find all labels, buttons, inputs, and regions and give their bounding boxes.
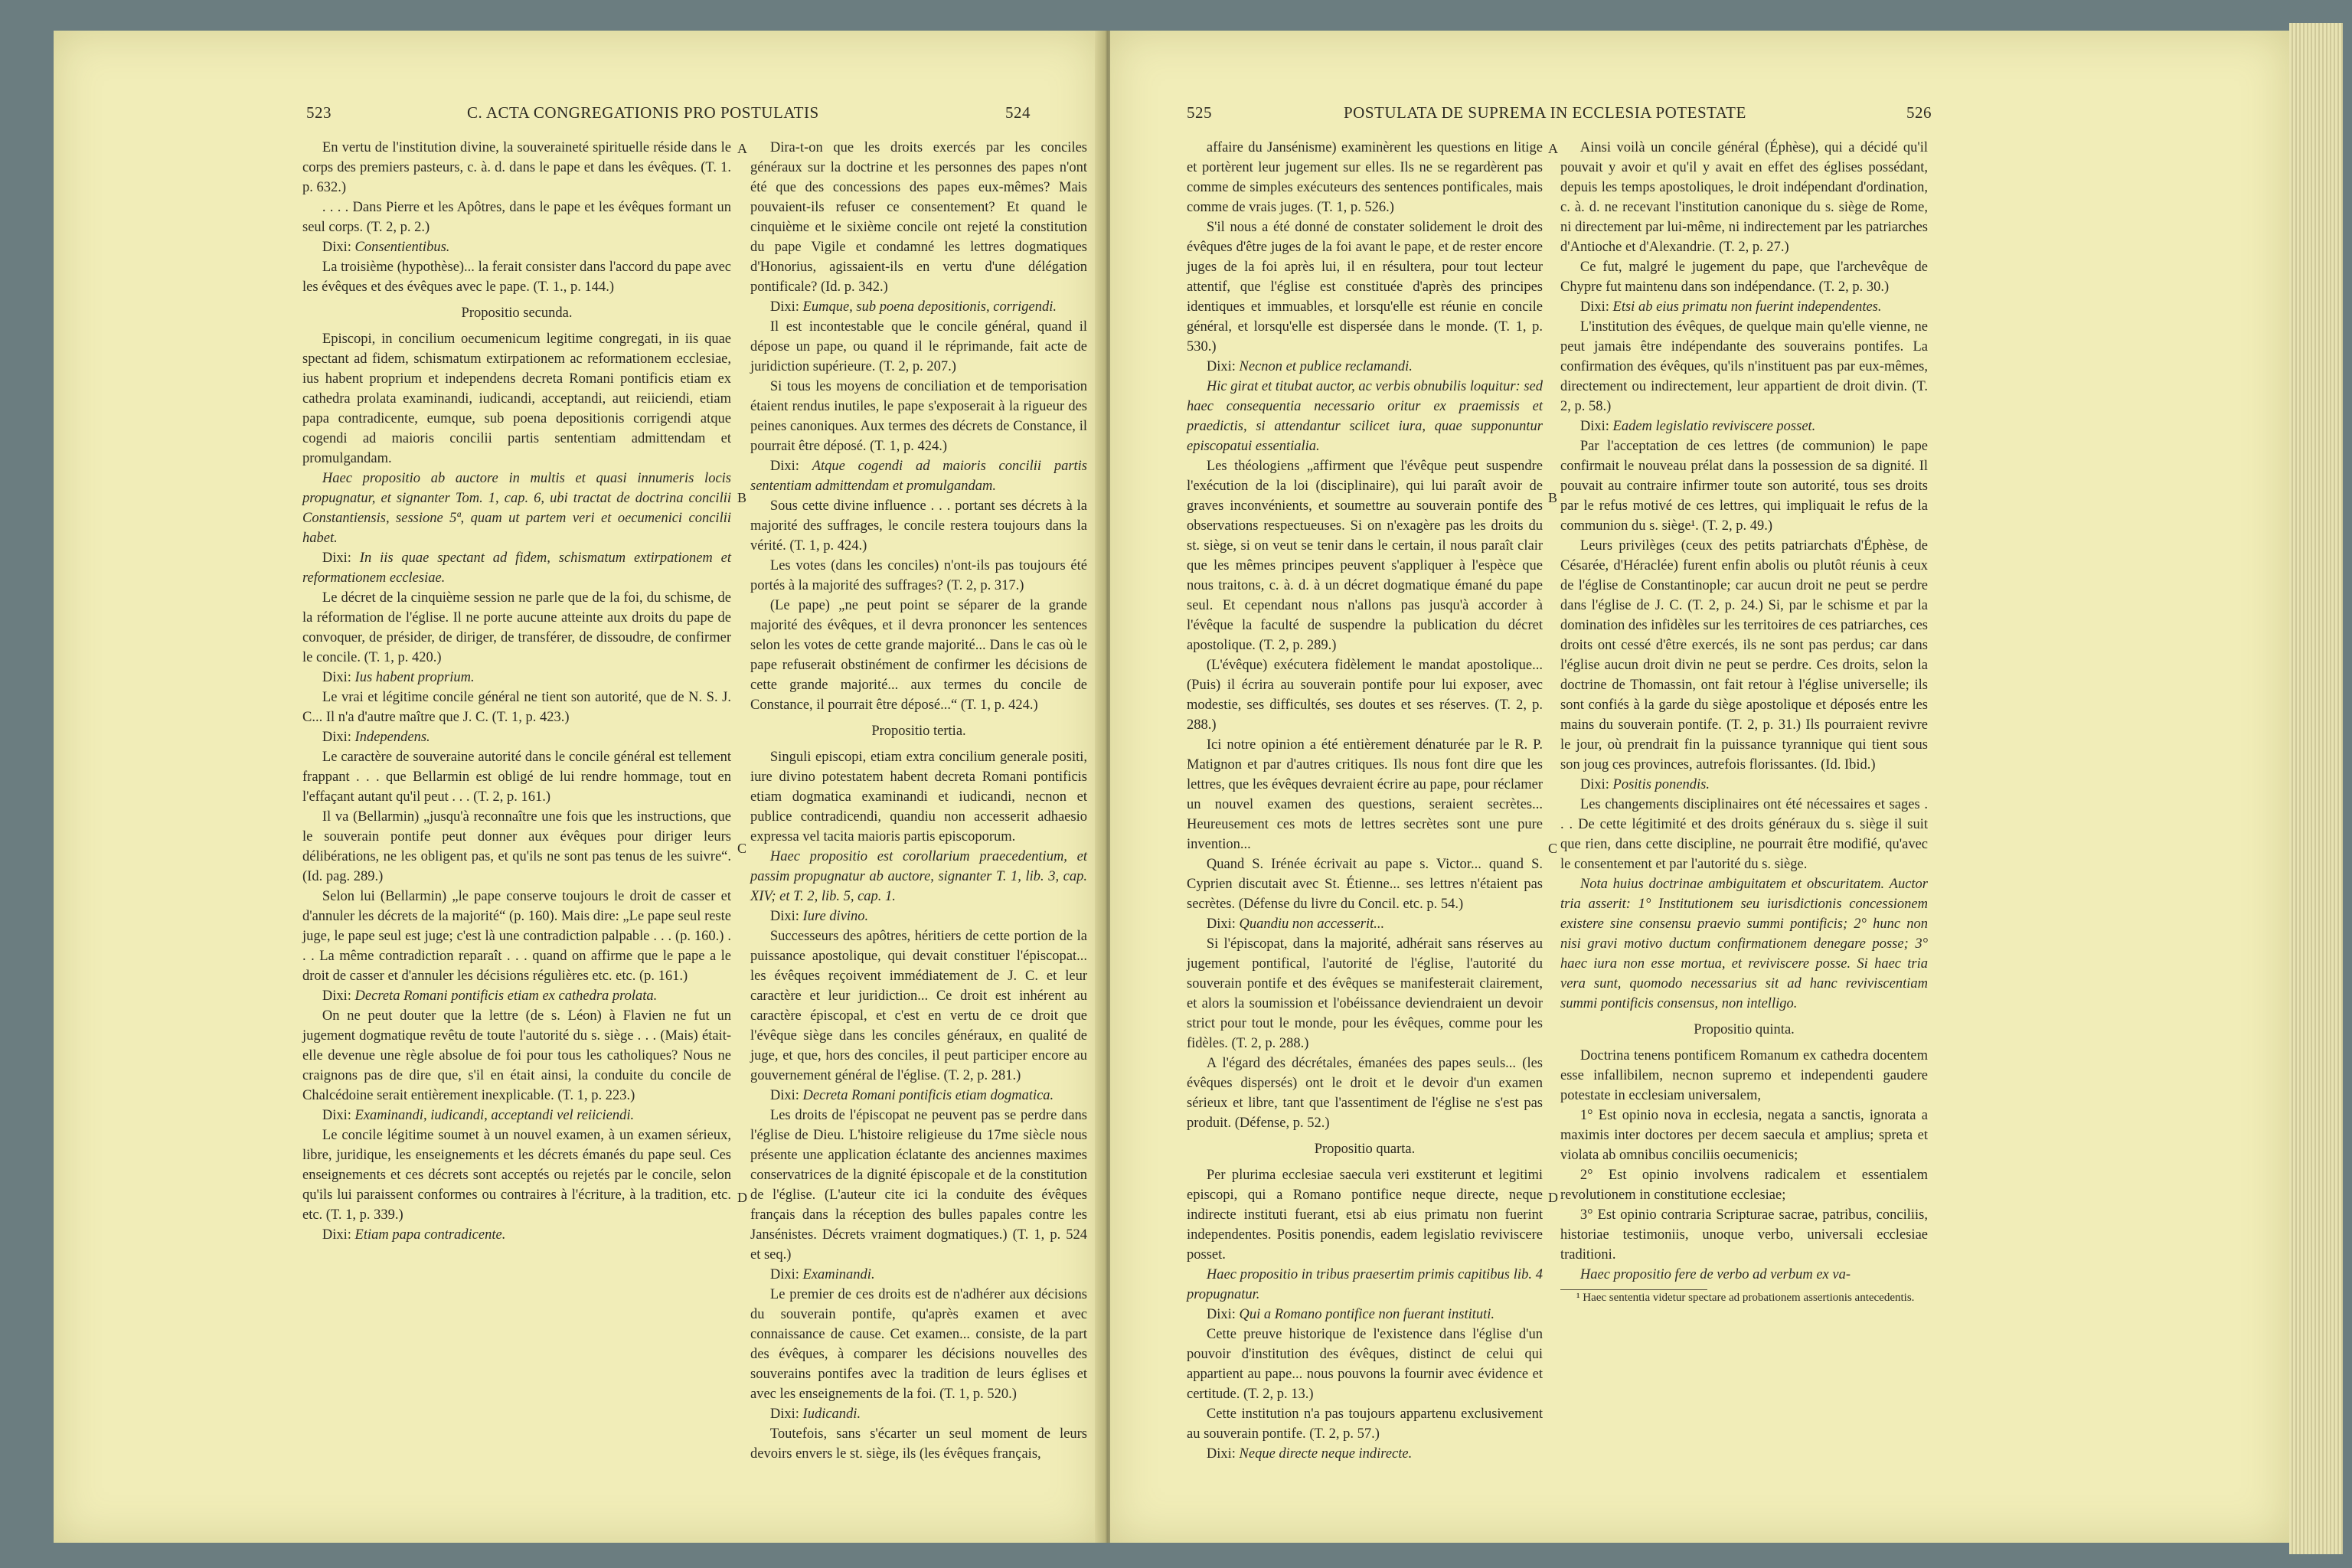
- paragraph: Les théologiens „affirment que l'évêque peut suspendre l'exécution de la loi (disciplinaire), qui lui paraît avoir de graves inconvénients, et soumettre au souverain pontife des observations respectueuses. Si on n'exagère pas les droits du st. siège, si on veut se tenir dans le certain, il nous paraît clair que les mêmes principes peuvent s'appliquer à l'espèce que nous traitons, c. à. d. à un décret dogmatique émané du pape seul. Et cependant nous n'allons pas jusqu'à accorder à l'évêque la faculté de suspendre la publication du décret apostolique. (T. 2, p. 289.): [1187, 459, 1543, 653]
- paragraph: Dixi: Examinandi, iudicandi, acceptandi vel reiiciendi.: [322, 1108, 635, 1123]
- margin-letter: B: [1548, 490, 1558, 505]
- running-title: C. ACTA CONGREGATIONIS PRO POSTULATIS: [467, 103, 819, 122]
- paragraph: Si l'épiscopat, dans la majorité, adhérait sans réserves au jugement pontifical, l'autorité de l'église, l'autorité du souverain pontife et des évêques se manifesterait clairement, et alors la soumission et l'obéissance deviendraient un devoir strict pour tout le monde, pour les évêques, comme pour les fidèles. (T. 2, p. 288.): [1187, 936, 1543, 1051]
- paragraph: 1° Est opinio nova in ecclesia, negata a sanctis, ignorata a maximis inter doctores per decem saecula et amplius; spreta et violata ab omnibus conciliis oecumenicis;: [1560, 1108, 1928, 1163]
- section-heading: Propositio quarta.: [1314, 1142, 1416, 1157]
- paragraph: Haec propositio fere de verbo ad verbum ex va-: [1579, 1267, 1851, 1282]
- paragraph: Successeurs des apôtres, héritiers de cette portion de la puissance apostolique, qui devait constituer l'épiscopat... les évêques reçoivent immédiatement de J. C. et leur caractère et leur juridiction... Ce droit est inhérent au caractère épiscopal, et c'est en vertu de ce droit que l'évêque siège dans les conciles généraux, en qualité de juge, et que, hors des conciles, il peut participer encore au gouvernement général de l'église. (T. 2, p. 281.): [750, 929, 1087, 1083]
- section-heading: Propositio tertia.: [871, 724, 966, 739]
- paragraph: Ici notre opinion a été entièrement dénaturée par le R. P. Matignon et par d'autres critiques. Ils nous font dire que les lettres, que les évêques devraient écrire au pape, pour réclamer un nouvel examen des questions, seraient secrètes... Heureusement ces mots de lettres secrètes sont une pure invention...: [1187, 737, 1543, 852]
- margin-letter: C: [737, 841, 747, 856]
- paragraph: Dixi: Necnon et publice reclamandi.: [1206, 359, 1413, 374]
- margin-letter: D: [737, 1190, 747, 1205]
- paragraph: Dixi: Decreta Romani pontificis etiam dogmatica.: [769, 1088, 1054, 1103]
- section-heading: Propositio secunda.: [461, 305, 573, 321]
- paragraph: Doctrina tenens pontificem Romanum ex cathedra docentem esse infallibilem, necnon supremo et independenti gaudere potestate in ecclesiam universalem,: [1560, 1048, 1928, 1103]
- paragraph: Haec propositio est corollarium praecedentium, et passim propugnatur ab auctore, signanter T. 1, lib. 3, cap. XIV; et T. 2, lib. 5, cap. 1.: [750, 849, 1087, 904]
- paragraph: Haec propositio ab auctore in multis et quasi innumeris locis propugnatur, et signanter Tom. 1, cap. 6, ubi tractat de doctrina concilii Constantiensis, sessione 5ª, quam ut partem veri et oecumenici concilii habet.: [302, 471, 731, 546]
- paragraph: Singuli episcopi, etiam extra concilium generale positi, iure divino potestatem habent decreta Romani pontificis etiam dogmatica examinandi et iudicandi, necnon et publice contradicendi, quandiu non accesserit adhaesio expressa vel tacita maioris partis episcoporum.: [750, 750, 1087, 844]
- paragraph: Dixi: Etiam papa contradicente.: [322, 1227, 506, 1243]
- paragraph: Haec propositio in tribus praesertim primis capitibus lib. 4 propugnatur.: [1187, 1267, 1543, 1302]
- paragraph: Si tous les moyens de conciliation et de temporisation étaient rendus inutiles, le pape s'exposerait à la rigueur des peines canoniques. Aux termes des décrets de Constance, il pourrait être déposé. (T. 1, p. 424.): [750, 379, 1087, 454]
- paragraph: Dixi: Eumque, sub poena depositionis, corrigendi.: [769, 299, 1057, 315]
- paragraph: Dixi: Atque cogendi ad maioris concilii partis sententiam admittendam et promulgandam.: [750, 459, 1087, 494]
- paragraph: Les changements disciplinaires ont été nécessaires et sages . . . De cette légitimité et des droits généraux du s. siège il suit que rien, dans cette discipline, ne pourrait être modifié, qu'avec le consentement et par l'autorité du s. siège.: [1560, 797, 1928, 872]
- text-column-1: [1187, 138, 1543, 1464]
- paragraph: 3° Est opinio contraria Scripturae sacrae, patribus, conciliis, historiae testimoniis, unoque verbo, universali ecclesiae traditioni.: [1560, 1207, 1928, 1263]
- paragraph: affaire du Jansénisme) examinèrent les questions en litige et portèrent leur jugement sur elles. Ils ne se regardèrent pas comme de simples exécuteurs des sentences pontificales, mais comme de vrais juges. (T. 1, p. 526.): [1187, 140, 1543, 215]
- paragraph: Cette institution n'a pas toujours appartenu exclusivement au souverain pontife. (T. 2, p. 57.): [1187, 1406, 1543, 1442]
- paragraph: On ne peut douter que la lettre (de s. Léon) à Flavien ne fut un jugement dogmatique revêtu de toute l'autorité du s. siège . . . (Mais) était-elle devenue une règle absolue de foi pour tous les catholiques? Nous ne craignons pas de dire que, s'il en était ainsi, la conduite du concile de Chalcédoine serait entièrement inexplicable. (T. 1, p. 223.): [302, 1008, 731, 1103]
- paragraph: Nota huius doctrinae ambiguitatem et obscuritatem. Auctor tria asserit: 1° Institutionem seu iurisdictionis concessionem existere sine consensu praevio summi pontificis; 2° hunc non nisi gravi motivo ductum confirmationem denegare posse; 3° haec iura non esse mortua, et reviviscere posse. Si haec tria vera sunt, quomodo necessarius sit ad hanc reviviscentiam summi pontificis consensus, non intelligo.: [1560, 877, 1928, 1011]
- paragraph: Les votes (dans les conciles) n'ont-ils pas toujours été portés à la majorité des suffrages? (T. 2, p. 317.): [750, 558, 1087, 593]
- paragraph: Per plurima ecclesiae saecula veri exstiterunt et legitimi episcopi, qui a Romano pontifice neque directe, neque indirecte instituti fuerant, etsi ab eius primatu non fuerint independentes. Positis ponendis, eadem legislatio reviviscere posset.: [1187, 1168, 1543, 1263]
- paragraph: Dixi: Iure divino.: [769, 909, 869, 924]
- left-page: [54, 31, 1099, 1543]
- page-edge-stack: [2289, 23, 2343, 1554]
- paragraph: En vertu de l'institution divine, la souveraineté spirituelle réside dans le corps des premiers pasteurs, c. à. d. dans le pape et dans les évêques. (T. 1. p. 632.): [302, 140, 731, 195]
- paragraph: 2° Est opinio involvens radicalem et essentialem revolutionem in constitutione ecclesiae;: [1560, 1168, 1928, 1203]
- paragraph: Le décret de la cinquième session ne parle que de la foi, du schisme, de la réformation de l'église. Il ne porte aucune atteinte aux droits du pape de convoquer, de présider, de diriger, de transférer, de dissoudre, de confirmer le concile. (T. 1, p. 420.): [302, 590, 731, 665]
- paragraph: Le premier de ces droits est de n'adhérer aux décisions du souverain pontife, qu'après examen et avec connaissance de cause. Cet examen... consiste, de la part des évêques, à comparer les décisions nouvelles des souverains pontifes avec la tradition de leurs églises et avec les enseignements de la foi. (T. 1, p. 520.): [750, 1287, 1087, 1402]
- text-column-2: [750, 138, 1087, 1464]
- page-number: 523: [306, 103, 332, 122]
- margin-letter: A: [1548, 141, 1558, 156]
- paragraph: Sous cette divine influence . . . portant ses décrets à la majorité des suffrages, le concile restera toujours dans la vérité. (T. 1, p. 424.): [750, 498, 1087, 554]
- paragraph: Le caractère de souveraine autorité dans le concile général est tellement frappant . . . que Bellarmin est obligé de lui rendre hommage, tout en l'effaçant autant qu'il peut . . . (T. 2, p. 161.): [302, 750, 731, 805]
- paragraph: Episcopi, in concilium oecumenicum legitime congregati, in iis quae spectant ad fidem, schismatum extirpationem ac reformationem ecclesiae, ius habent proprium et independens decreta Romani pontificis etiam ex cathedra prolata examinandi, iudicandi, acceptandi, aut reiiciendi, etiam papa contradicente, eumque, sub poena depositionis corrigendi atque cogendi ad maioris concilii partis sententiam admittendam et promulgandam.: [302, 332, 731, 466]
- paragraph: Dixi: Eadem legislatio reviviscere posset.: [1579, 419, 1816, 434]
- paragraph: Ainsi voilà un concile général (Éphèse), qui a décidé qu'il pouvait y avoir et qu'il y avait en effet des églises possédant, depuis les temps apostoliques, le droit indépendant d'ordination, c. à. d. ne recevant l'institution canonique du s. siège de Rome, ni directement par lui-même, ni indirectement par les patriarches d'Antioche et d'Alexandrie. (T. 2, p. 27.): [1560, 140, 1928, 255]
- paragraph: Dixi: Positis ponendis.: [1579, 777, 1710, 792]
- paragraph: S'il nous a été donné de constater solidement le droit des évêques d'être juges de la foi avant le pape, et de rester encore juges de la foi après lui, il en résultera, pour tout lecteur attentif, que l'église est constituée d'après des principes identiques et immuables, et lorsqu'elle est réunie en concile général, et lorsqu'elle est dispersée dans le monde. (T. 1, p. 530.): [1187, 220, 1543, 354]
- paragraph: Le vrai et légitime concile général ne tient son autorité, que de N. S. J. C... Il n'a d'autre maître que J. C. (T. 1, p. 423.): [302, 690, 731, 725]
- paragraph: Dixi: Examinandi.: [769, 1267, 875, 1282]
- page-number: 524: [1005, 103, 1031, 122]
- text-column-1: [302, 138, 731, 1245]
- paragraph: Il va (Bellarmin) „jusqu'à reconnaître une fois que les instructions, que le souverain pontife peut donner aux évêques pour diriger leurs délibérations, ne les obligent pas, et qu'ils ne sont pas tenus de les suivre“. (Id. pag. 289.): [302, 809, 731, 884]
- margin-letter: A: [737, 141, 747, 156]
- paragraph: Dixi: Qui a Romano pontifice non fuerant instituti.: [1206, 1307, 1495, 1322]
- paragraph: Toutefois, sans s'écarter un seul moment de leurs devoirs envers le st. siège, ils (les évêques français,: [750, 1426, 1087, 1462]
- page-number: 526: [1906, 103, 1932, 122]
- right-page: [1110, 31, 2289, 1543]
- page-number: 525: [1187, 103, 1212, 122]
- paragraph: Dixi: Quandiu non accesserit...: [1206, 916, 1385, 932]
- paragraph: Dixi: Independens.: [322, 730, 430, 745]
- paragraph: Dixi: Iudicandi.: [769, 1406, 861, 1422]
- paragraph: Dixi: Ius habent proprium.: [322, 670, 475, 685]
- paragraph: . . . . Dans Pierre et les Apôtres, dans le pape et les évêques formant un seul corps. (T. 2, p. 2.): [302, 200, 731, 235]
- paragraph: Par l'acceptation de ces lettres (de communion) le pape confirmait le nouveau prélat dans la possession de sa dignité. Il pouvait au contraire infirmer toute son autorité, tous ses droits par le refus motivé de ces lettres, qui impliquait le refus de la communion du s. siège¹. (T. 2, p. 49.): [1560, 439, 1928, 534]
- paragraph: Il est incontestable que le concile général, quand il dépose un pape, ou quand il le réprimande, fait acte de juridiction supérieure. (T. 2, p. 207.): [750, 319, 1087, 374]
- paragraph: Dira-t-on que les droits exercés par les conciles généraux sur la doctrine et les personnes des papes n'ont été que des concessions des papes eux-mêmes? Mais pouvaient-ils refuser ce consentement? Et quand le cinquième et le sixième concile ont rejeté la constitution du pape Vigile et condamné les lettres dogmatiques d'Honorius, agissaient-ils en vertu d'une délégation pontificale? (Id. p. 342.): [750, 140, 1087, 295]
- paragraph: Dixi: In iis quae spectant ad fidem, schismatum extirpationem et reformationem ecclesiae.: [302, 550, 731, 586]
- section-heading: Propositio quinta.: [1694, 1022, 1795, 1037]
- paragraph: Leurs privilèges (ceux des petits patriarchats d'Éphèse, de Césarée, d'Héraclée) furent enfin abolis ou plutôt réunis à ceux de l'église de Constantinople; car aucun droit ne peut se perdre dans l'église de J. C. (T. 2, p. 24.) Si, par le schisme et par la domination des infidèles sur les territoires de ces patriarches, ces droits ont cessé d'être exercés, ils ne sont pas perdus; car dans l'église aucun droit divin ne peut se perdre. Ces droits, selon la doctrine de Thomassin, ont fait retour à l'église universelle; ils sont confiés à la garde du siège apostolique et déposés entre les mains du souverain pontife. (T. 2, p. 31.) Ils pourraient revivre le jour, où prendrait fin la puissance tyrannique qui tient sous son joug ces provinces, autrefois florissantes. (Id. Ibid.): [1560, 538, 1928, 773]
- paragraph: A l'égard des décrétales, émanées des papes seuls... (les évêques dispersés) ont le droit et le devoir d'un examen sérieux et libre, tant que l'assentiment de l'église ne s'est pas produit. (Défense, p. 52.): [1187, 1056, 1543, 1131]
- text-column-2: [1560, 138, 1928, 1305]
- paragraph: (Le pape) „ne peut point se séparer de la grande majorité des évêques, et il devra prononcer les sentences selon les votes de cette grande majorité... Dans le cas où le pape refuserait obstinément de confirmer les décisions de cette grande majorité... aux termes du concile de Constance, il pourrait être déposé...“ (T. 1, p. 424.): [750, 598, 1087, 713]
- paragraph: Le concile légitime soumet à un nouvel examen, à un examen sérieux, libre, juridique, les enseignements et les décrets émanés du pape seul. Ces enseignements et ces décrets sont acceptés ou rejetés par le concile, selon qu'ils lui paraissent conformes ou contraires à l'écriture, à la tradition, etc. etc. (T. 1, p. 339.): [302, 1128, 731, 1223]
- paragraph: Selon lui (Bellarmin) „le pape conserve toujours le droit de casser et d'annuler les décrets de la majorité“ (p. 160). Mais dire: „Le pape seul reste juge, le pape seul est juge; c'est là une contradiction palpable . . . (p. 160.) . . . La même contradiction reparaît . . . quand on affirme que le pape a le droit de casser et d'annuler les décisions régulières etc. etc. (p. 161.): [302, 889, 731, 984]
- running-title: POSTULATA DE SUPREMA IN ECCLESIA POTESTATE: [1344, 103, 1746, 122]
- paragraph: Quand S. Irénée écrivait au pape s. Victor... quand S. Cyprien discutait avec St. Étienne... ses lettres n'étaient pas secrètes. (Défense du livre du Concil. etc. p. 54.): [1187, 857, 1543, 912]
- paragraph: Dixi: Etsi ab eius primatu non fuerint independentes.: [1579, 299, 1882, 315]
- paragraph: Cette preuve historique de l'existence dans l'église d'un pouvoir d'institution des évêques, distinct de celui qui appartient au pape... nous pouvons la fournir avec évidence et certitude. (T. 2, p. 13.): [1187, 1327, 1543, 1402]
- footnote: ¹ Haec sententia videtur spectare ad probationem assertionis antecedentis.: [1576, 1292, 1915, 1304]
- paragraph: Ce fut, malgré le jugement du pape, que l'archevêque de Chypre fut maintenu dans son indépendance. (T. 2, p. 30.): [1560, 260, 1928, 295]
- margin-letter: B: [737, 490, 747, 505]
- margin-letter: D: [1548, 1190, 1558, 1205]
- paragraph: Les droits de l'épiscopat ne peuvent pas se perdre dans l'église de Dieu. L'histoire religieuse du 17me siècle nous présente une application éclatante des anciennes maximes conservatrices de la dignité épiscopale et de la constitution de l'église. (L'auteur cite ici la conduite des évêques français dans la réception des bulles papales contre les Jansénistes. Décrets vraiment dogmatiques.) (T. 1, p. 524 et seq.): [750, 1108, 1087, 1263]
- margin-letter: C: [1548, 841, 1558, 856]
- paragraph: L'institution des évêques, de quelque main qu'elle vienne, ne peut jamais être indépendante des souverains pontifes. La confirmation des évêques, qu'ils n'instituent pas par eux-mêmes, directement ou indirectement, leur appartient de droit divin. (T. 2, p. 58.): [1560, 319, 1928, 414]
- paragraph: Dixi: Neque directe neque indirecte.: [1206, 1446, 1413, 1462]
- paragraph: Hic girat et titubat auctor, ac verbis obnubilis loquitur: sed haec consequentia necessario oritur ex praemissis et praedictis, si attendantur scilicet iura, quae supponuntur episcopatui essentialia.: [1187, 379, 1543, 454]
- paragraph: La troisième (hypothèse)... la ferait consister dans l'accord du pape avec les évêques et des évêques avec le pape. (T. 1., p. 144.): [302, 260, 731, 295]
- paragraph: Dixi: Decreta Romani pontificis etiam ex cathedra prolata.: [322, 988, 658, 1004]
- paragraph: Dixi: Consentientibus.: [322, 240, 450, 255]
- paragraph: (L'évêque) exécutera fidèlement le mandat apostolique... (Puis) il écrira au souverain pontife pour lui exposer, avec modestie, ses difficultés, ses doutes et ses réserves. (T. 2, p. 288.): [1187, 658, 1543, 733]
